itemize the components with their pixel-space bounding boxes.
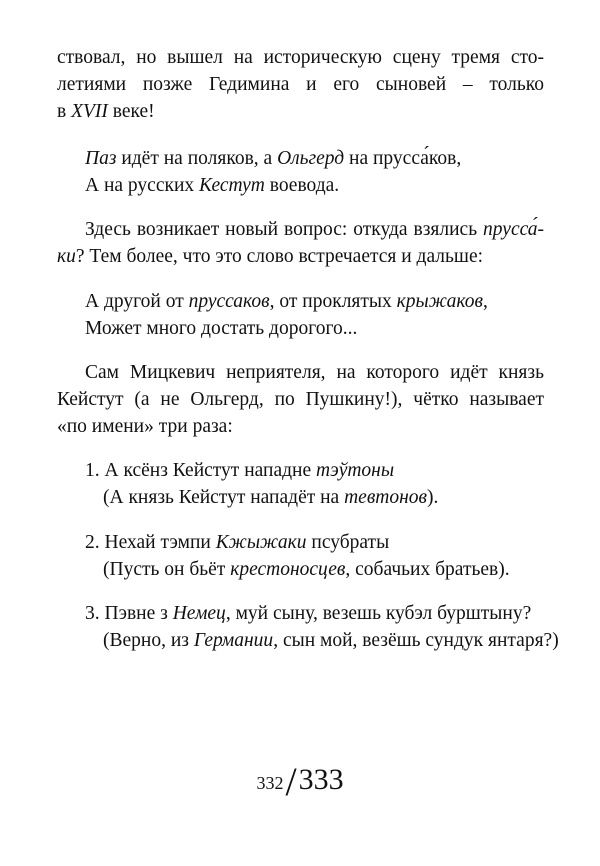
poem-quote-1 [85,145,461,199]
current-page-number: 332 [256,773,284,793]
list-item-2-original: 2. Нехай тэмпи Кжыжаки псубраты [85,532,390,553]
list-item-1 [85,457,438,511]
page-separator: / [285,759,297,804]
list-item-2 [85,529,510,583]
list-item-1-original: 1. А ксёнз Кейстут нападне тэўтоны [85,460,395,481]
list-item-3-original: 3. Пэвне з Немец, муй сыну, везешь кубэл бурштыну? [85,603,532,624]
list-item-2-translation: (Пусть он бьёт крестоносцев, собачьих братьев). [103,559,510,580]
page-counter [0,752,600,804]
list-item-1-translation: (А князь Кейстут нападёт на тевтонов). [103,487,439,508]
paragraph-3-line-1: Сам Мицкевич неприятеля, на которого идёт князь [85,362,544,383]
paragraph-2 [57,216,544,270]
total-page-count: 333 [298,763,344,796]
poem-2-line-2: Может много достать дорогого... [85,318,358,339]
paragraph-3-line-3: «по имени» три раза: [57,416,233,437]
list-item-3-translation: (Верно, из Германии, сын мой, везёшь сундук янтаря?) [103,630,559,651]
paragraph-3 [57,359,544,440]
paragraph-2-line-1: Здесь возникает новый вопрос: откуда взялись прусса́- [85,219,544,240]
paragraph-3-line-2: Кейстут (а не Ольгерд, по Пушкину!), чётко называет [57,389,544,410]
paragraph-1 [57,44,544,125]
paragraph-1-line-2: летиями позже Гедимина и его сыновей – только [57,74,544,95]
paragraph-1-line-3: в XVII веке! [57,101,155,122]
poem-quote-2 [85,288,488,342]
paragraph-1-line-1: ствовал, но вышел на историческую сцену тремя сто- [57,47,544,68]
poem-1-line-1: Паз идёт на поляков, а Ольгерд на прусса́ков, [85,148,462,169]
list-item-3 [85,600,559,654]
paragraph-2-line-2: ки? Тем более, что это слово встречается и дальше: [57,246,484,267]
poem-2-line-1: А другой от пруссаков, от проклятых крыжаков, [85,291,488,312]
poem-1-line-2: А на русских Кестут воевода. [85,175,340,196]
